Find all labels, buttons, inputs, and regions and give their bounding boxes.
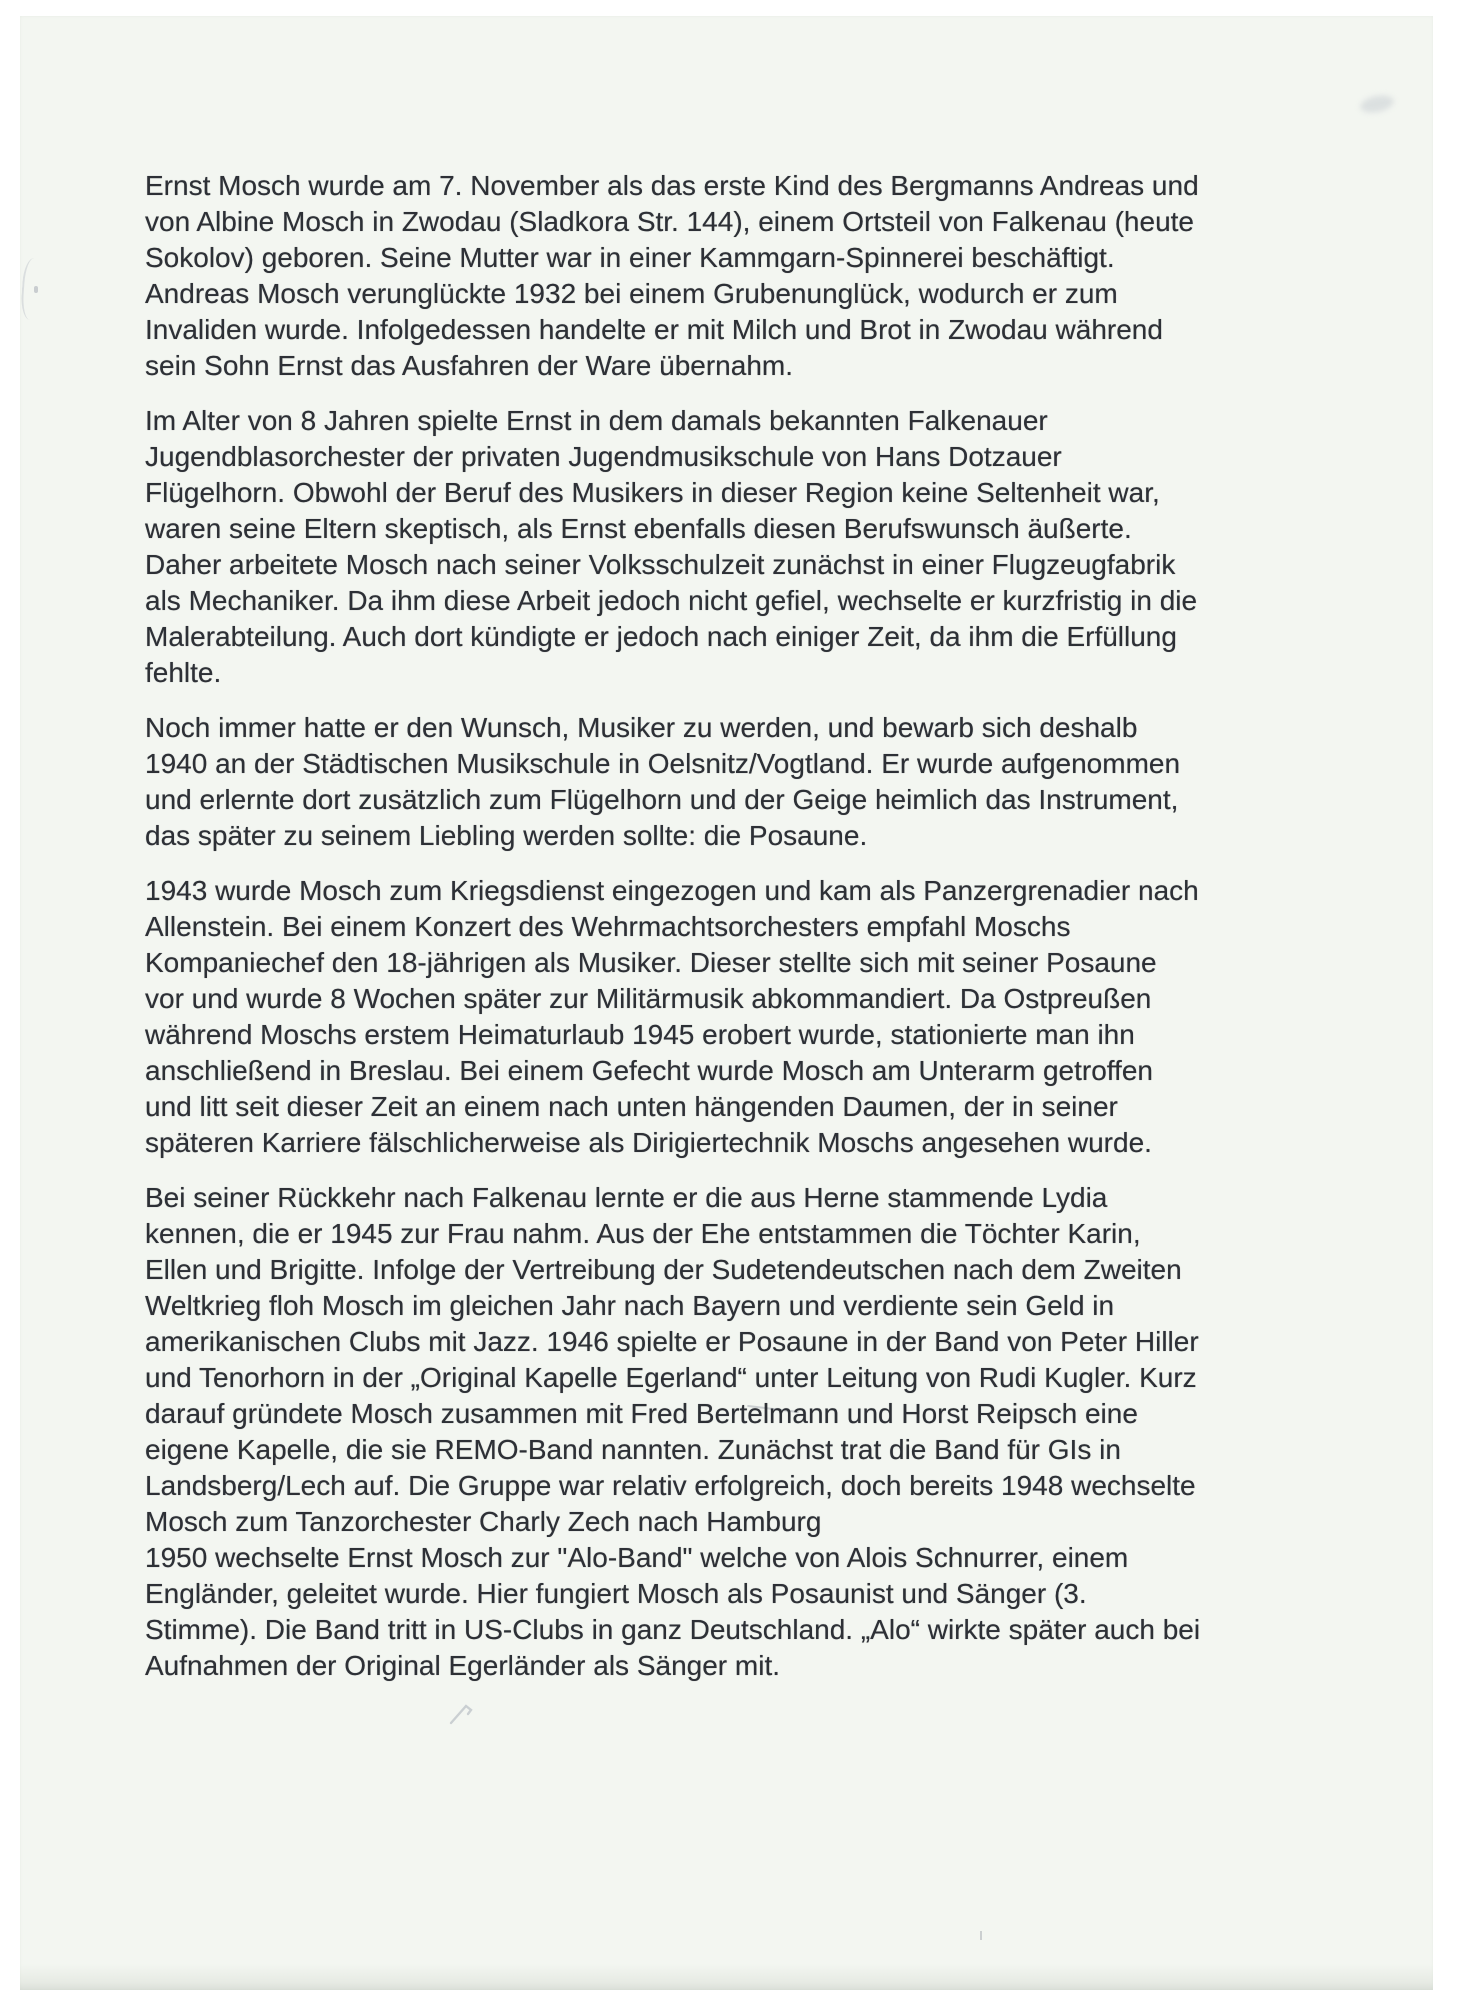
text-line: Im Alter von 8 Jahren spielte Ernst in dem damals bekannten Falkenauer xyxy=(145,405,1048,436)
text-line: Weltkrieg floh Mosch im gleichen Jahr nach Bayern und verdiente sein Geld in xyxy=(145,1290,1115,1321)
text-line: eigene Kapelle, die sie REMO-Band nannten. Zunächst trat die Band für GIs in xyxy=(145,1434,1121,1465)
text-line: vor und wurde 8 Wochen später zur Militärmusik abkommandiert. Da Ostpreußen xyxy=(145,983,1152,1014)
text-line: Allenstein. Bei einem Konzert des Wehrmachtsorchesters empfahl Moschs xyxy=(145,911,1071,942)
document-page xyxy=(20,16,1433,1990)
text-line: und litt seit dieser Zeit an einem nach unten hängenden Daumen, der in seiner xyxy=(145,1091,1118,1122)
text-line: 1950 wechselte Ernst Mosch zur "Alo-Band" welche von Alois Schnurrer, einem xyxy=(145,1542,1129,1573)
margin-mark-artifact xyxy=(20,257,44,320)
paragraph-4 xyxy=(145,873,1360,1161)
text-line: amerikanischen Clubs mit Jazz. 1946 spielte er Posaune in der Band von Peter Hiller xyxy=(145,1326,1199,1357)
text-line: Kompaniechef den 18-jährigen als Musiker. Dieser stellte sich mit seiner Posaune xyxy=(145,947,1157,978)
text-line: Engländer, geleitet wurde. Hier fungiert Mosch als Posaunist und Sänger (3. xyxy=(145,1578,1087,1609)
text-line: Andreas Mosch verunglückte 1932 bei einem Grubenunglück, wodurch er zum xyxy=(145,278,1118,309)
text-line: und Tenorhorn in der „Original Kapelle Egerland“ unter Leitung von Rudi Kugler. Kurz xyxy=(145,1362,1197,1393)
text-line: waren seine Eltern skeptisch, als Ernst ebenfalls diesen Berufswunsch äußerte. xyxy=(145,513,1132,544)
paragraph-5 xyxy=(145,1180,1360,1684)
scan-smudge-artifact xyxy=(1359,93,1396,116)
text-line: Sokolov) geboren. Seine Mutter war in einer Kammgarn-Spinnerei beschäftigt. xyxy=(145,242,1115,273)
text-line: fehlte. xyxy=(145,657,222,688)
text-line: als Mechaniker. Da ihm diese Arbeit jedoch nicht gefiel, wechselte er kurzfristig in die xyxy=(145,585,1198,616)
paragraph-3 xyxy=(145,710,1360,854)
text-line: 1940 an der Städtischen Musikschule in Oelsnitz/Vogtland. Er wurde aufgenommen xyxy=(145,748,1181,779)
text-line: Jugendblasorchester der privaten Jugendmusikschule von Hans Dotzauer xyxy=(145,441,1062,472)
text-line: Malerabteilung. Auch dort kündigte er jedoch nach einiger Zeit, da ihm die Erfüllung xyxy=(145,621,1177,652)
text-line: Ernst Mosch wurde am 7. November als das erste Kind des Bergmanns Andreas und xyxy=(145,170,1199,201)
text-line: späteren Karriere fälschlicherweise als Dirigiertechnik Moschs angesehen wurde. xyxy=(145,1127,1152,1158)
text-line: sein Sohn Ernst das Ausfahren der Ware übernahm. xyxy=(145,350,793,381)
text-line: von Albine Mosch in Zwodau (Sladkora Str. 144), einem Ortsteil von Falkenau (heute xyxy=(145,206,1194,237)
text-line: Mosch zum Tanzorchester Charly Zech nach Hamburg xyxy=(145,1506,822,1537)
text-line: darauf gründete Mosch zusammen mit Fred Bertelmann und Horst Reipsch eine xyxy=(145,1398,1138,1429)
text-line: Noch immer hatte er den Wunsch, Musiker zu werden, und bewarb sich deshalb xyxy=(145,712,1138,743)
margin-dot-artifact xyxy=(34,286,38,293)
text-line: Daher arbeitete Mosch nach seiner Volksschulzeit zunächst in einer Flugzeugfabrik xyxy=(145,549,1176,580)
text-line: Aufnahmen der Original Egerländer als Sänger mit. xyxy=(145,1650,781,1681)
document-text xyxy=(145,168,1360,1703)
text-line: Bei seiner Rückkehr nach Falkenau lernte er die aus Herne stammende Lydia xyxy=(145,1182,1108,1213)
text-line: 1943 wurde Mosch zum Kriegsdienst eingezogen und kam als Panzergrenadier nach xyxy=(145,875,1199,906)
text-line: Landsberg/Lech auf. Die Gruppe war relativ erfolgreich, doch bereits 1948 wechselte xyxy=(145,1470,1196,1501)
text-line: Flügelhorn. Obwohl der Beruf des Musikers in dieser Region keine Seltenheit war, xyxy=(145,477,1160,508)
text-line: Ellen und Brigitte. Infolge der Vertreibung der Sudetendeutschen nach dem Zweiten xyxy=(145,1254,1182,1285)
text-line: kennen, die er 1945 zur Frau nahm. Aus der Ehe entstammen die Töchter Karin, xyxy=(145,1218,1141,1249)
text-line: anschließend in Breslau. Bei einem Gefecht wurde Mosch am Unterarm getroffen xyxy=(145,1055,1153,1086)
text-line: Stimme). Die Band tritt in US-Clubs in ganz Deutschland. „Alo“ wirkte später auch bei xyxy=(145,1614,1201,1645)
paragraph-2 xyxy=(145,403,1360,691)
text-line: Invaliden wurde. Infolgedessen handelte er mit Milch und Brot in Zwodau während xyxy=(145,314,1163,345)
text-line: während Moschs erstem Heimaturlaub 1945 erobert wurde, stationierte man ihn xyxy=(145,1019,1135,1050)
paragraph-1 xyxy=(145,168,1360,384)
text-line: und erlernte dort zusätzlich zum Flügelhorn und der Geige heimlich das Instrument, xyxy=(145,784,1179,815)
text-line: das später zu seinem Liebling werden sollte: die Posaune. xyxy=(145,820,868,851)
speck-artifact xyxy=(980,1931,982,1940)
